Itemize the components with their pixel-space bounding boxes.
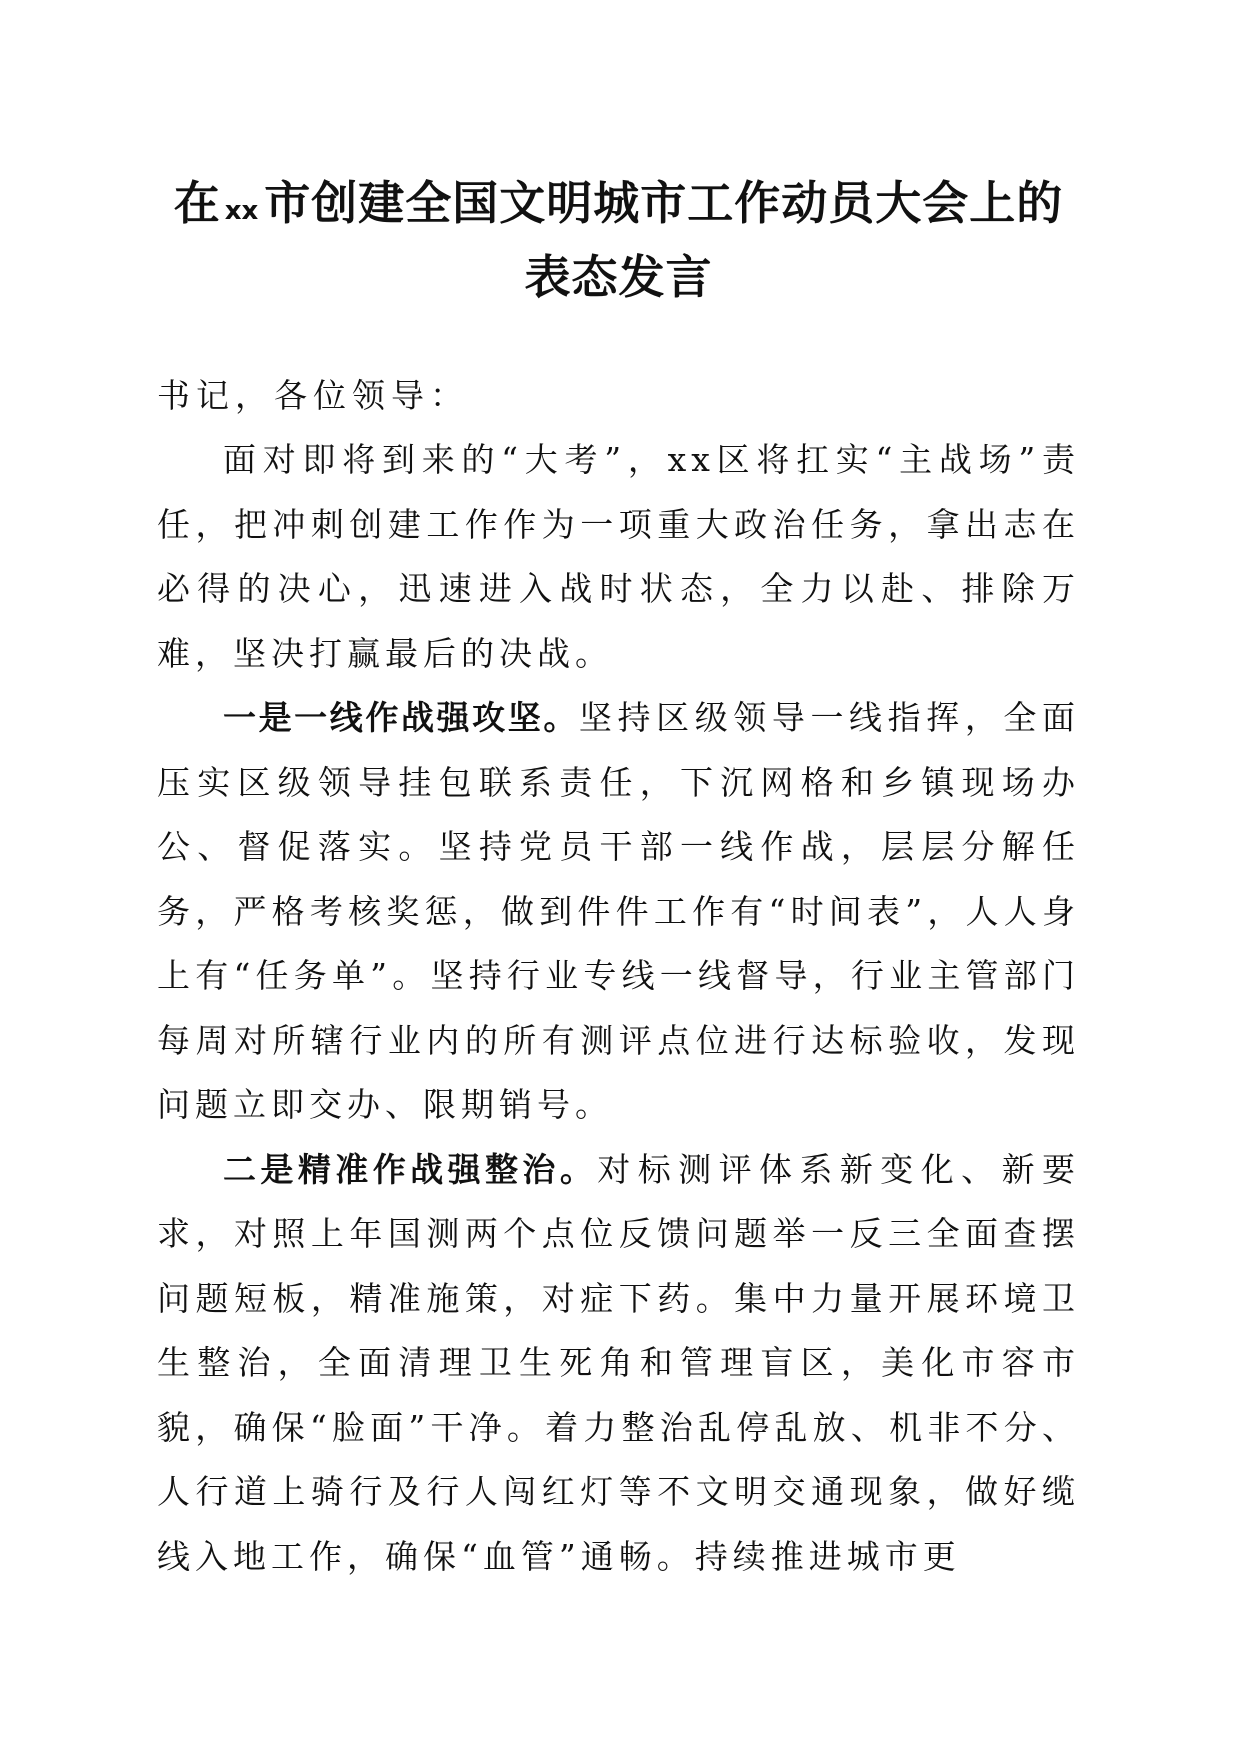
section-body-1: 坚持区级领导一线指挥，全面压实区级领导挂包联系责任，下沉网格和乡镇现场办公、督促落实。坚持党员干部一线作战，层层分解任务，严格考核奖惩，做到件件工作有“时间表”，人人身上有“任务单”。坚持行业专线一线督导，行业主管部门每周对所辖行业内的所有测评点位进行达标验收，发现问题立即交办、限期销号。 [157, 698, 1081, 1124]
document-title [157, 170, 1080, 310]
salutation: 书记，各位领导： [157, 376, 469, 415]
title-main: 市创建全国文明城市工作动员大会上的表态发言 [264, 176, 1064, 304]
section-heading-2: 二是精准作战强整治。 [223, 1149, 598, 1189]
section-heading-1: 一是一线作战强攻坚。 [223, 698, 579, 737]
section-body-2: 对标测评体系新变化、新要求，对照上年国测两个点位反馈问题举一反三全面查摆问题短板，精准施策，对症下药。集中力量开展环境卫生整治，全面清理卫生死角和管理盲区，美化市容市貌，确保“脸面”干净。着力整治乱停乱放、机非不分、人行道上骑行及行人闯红灯等不文明交通现象，做好缆线入地工作，确保“血管”通畅。持续推进城市更 [157, 1149, 1081, 1576]
section-paragraph-1 [157, 686, 1080, 1138]
intro-paragraph: 面对即将到来的“大考”，xx区将扛实“主战场”责任，把冲刺创建工作作为一项重大政治任务，拿出志在必得的决心，迅速进入战时状态，全力以赴、排除万难，坚决打赢最后的决战。 [157, 440, 1080, 673]
title-prefix: 在 [173, 176, 221, 230]
section-paragraph-2 [157, 1138, 1080, 1590]
title-placeholder-xx: xx [224, 196, 259, 226]
